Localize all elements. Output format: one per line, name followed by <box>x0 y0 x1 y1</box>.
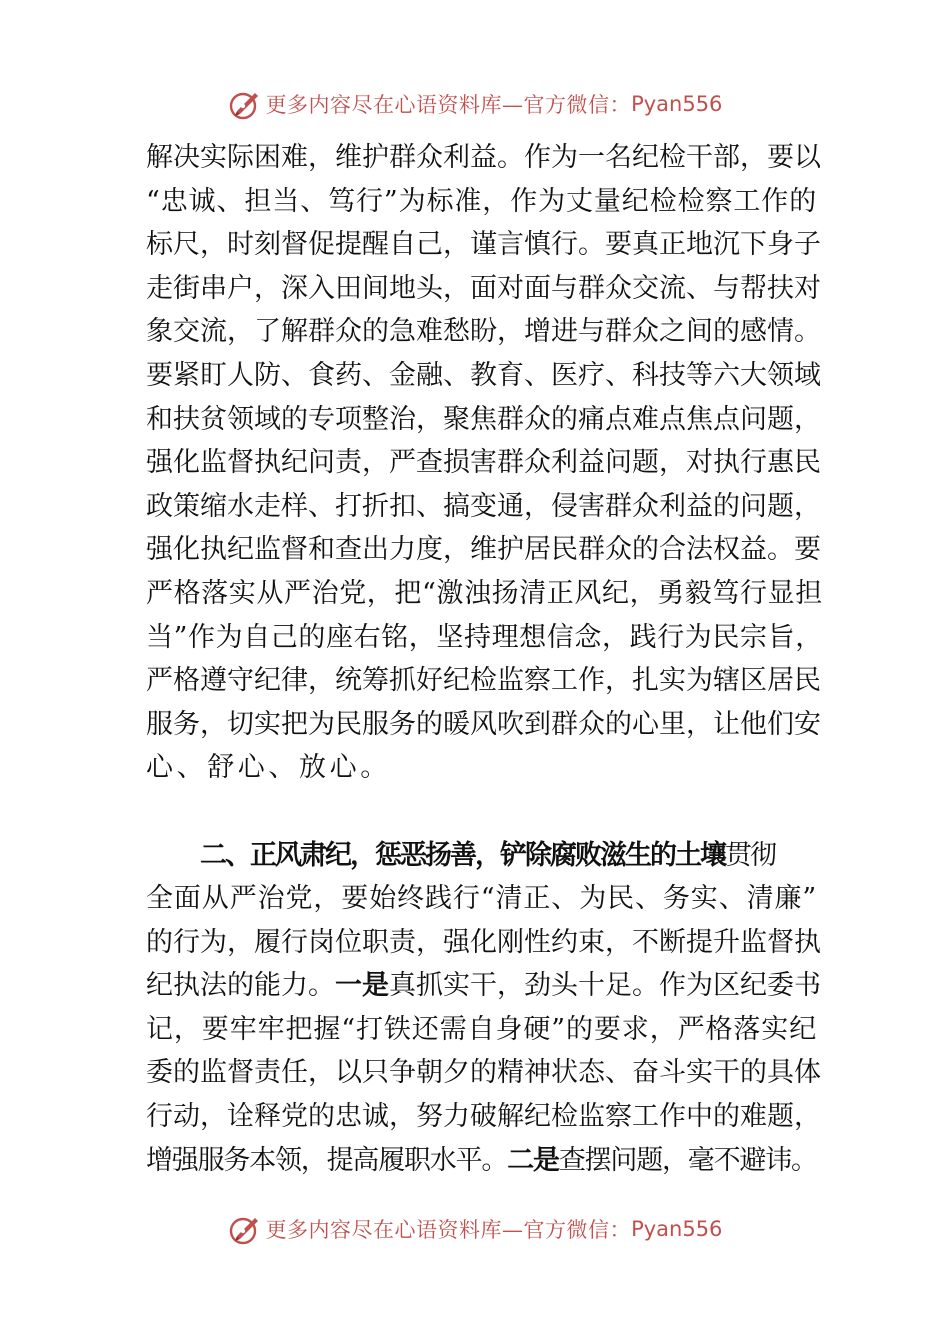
text-line: 当”作为自己的座右铭，坚持理想信念，践行为民宗旨， <box>146 621 823 653</box>
text-line: 要紧盯人防、食药、金融、教育、医疗、科技等六大领域 <box>146 359 821 391</box>
text-line: 标尺，时刻督促提醒自己，谨言慎行。要真正地沉下身子 <box>146 229 821 261</box>
text-line: 记，要牢牢把握“打铁还需自身硬”的要求，严格落实纪 <box>146 1013 818 1045</box>
text-span: 真抓实干，劲头十足。作为区纪委书 <box>389 970 821 1002</box>
text-line: 走街串户，深入田间地头，面对面与群众交流、与帮扶对 <box>146 272 821 304</box>
text-line: 的行为，履行岗位职责，强化刚性约束，不断提升监督执 <box>146 926 821 958</box>
section-heading-line <box>146 834 816 878</box>
heading-tail: 贯彻 <box>725 839 775 871</box>
text-line <box>146 1139 816 1183</box>
bold-marker: 二是 <box>507 1144 559 1176</box>
banner-text: 更多内容尽在心语资料库—官方微信： <box>265 93 632 117</box>
text-line: 解决实际困难，维护群众利益。作为一名纪检干部，要以 <box>146 142 821 173</box>
text-line: 政策缩水走样、打折扣、搞变通，侵害群众利益的问题， <box>146 490 821 522</box>
text-line: 严格落实从严治党，把“激浊扬清正风纪，勇毅笃行显担 <box>146 577 823 609</box>
document-body <box>146 136 823 1182</box>
pen-circle-logo-icon <box>228 1212 262 1246</box>
header-banner <box>0 86 950 122</box>
text-span: 纪执法的能力。 <box>146 970 335 1002</box>
section-heading: 二、正风肃纪，惩恶扬善，铲除腐败滋生的土壤 <box>200 839 725 871</box>
text-line <box>146 964 821 1008</box>
text-line: 全面从严治党，要始终践行“清正、为民、务实、清廉” <box>146 883 818 915</box>
text-line: 心、舒心、放心。 <box>146 752 391 784</box>
banner-wechat-id: Pyan556 <box>631 1217 723 1241</box>
text-line: 强化执纪监督和查出力度，维护居民群众的合法权益。要 <box>146 534 821 566</box>
text-line: 行动，诠释党的忠诚，努力破解纪检监察工作中的难题， <box>146 1101 821 1133</box>
text-line: 强化监督执纪问责，严查损害群众利益问题，对执行惠民 <box>146 447 821 479</box>
text-line: 严格遵守纪律，统筹抓好纪检监察工作，扎实为辖区居民 <box>146 665 821 697</box>
text-line: 和扶贫领域的专项整治，聚焦群众的痛点难点焦点问题， <box>146 403 821 435</box>
pen-circle-logo-icon <box>228 87 262 121</box>
text-line: 象交流，了解群众的急难愁盼，增进与群众之间的感情。 <box>146 316 821 348</box>
banner-wechat-id: Pyan556 <box>631 92 723 116</box>
text-line: “忠诚、担当、笃行”为标准，作为丈量纪检检察工作的 <box>146 185 818 217</box>
text-span: 查摆问题，毫不避讳。 <box>558 1144 817 1176</box>
footer-banner <box>0 1211 950 1247</box>
text-span: 增强服务本领，提高履职水平。 <box>146 1144 508 1176</box>
text-line: 服务，切实把为民服务的暖风吹到群众的心里，让他们安 <box>146 708 821 740</box>
paragraph-gap <box>146 790 816 834</box>
banner-text: 更多内容尽在心语资料库—官方微信： <box>265 1218 632 1242</box>
bold-marker: 一是 <box>335 970 389 1002</box>
text-line: 委的监督责任，以只争朝夕的精神状态、奋斗实干的具体 <box>146 1057 821 1089</box>
